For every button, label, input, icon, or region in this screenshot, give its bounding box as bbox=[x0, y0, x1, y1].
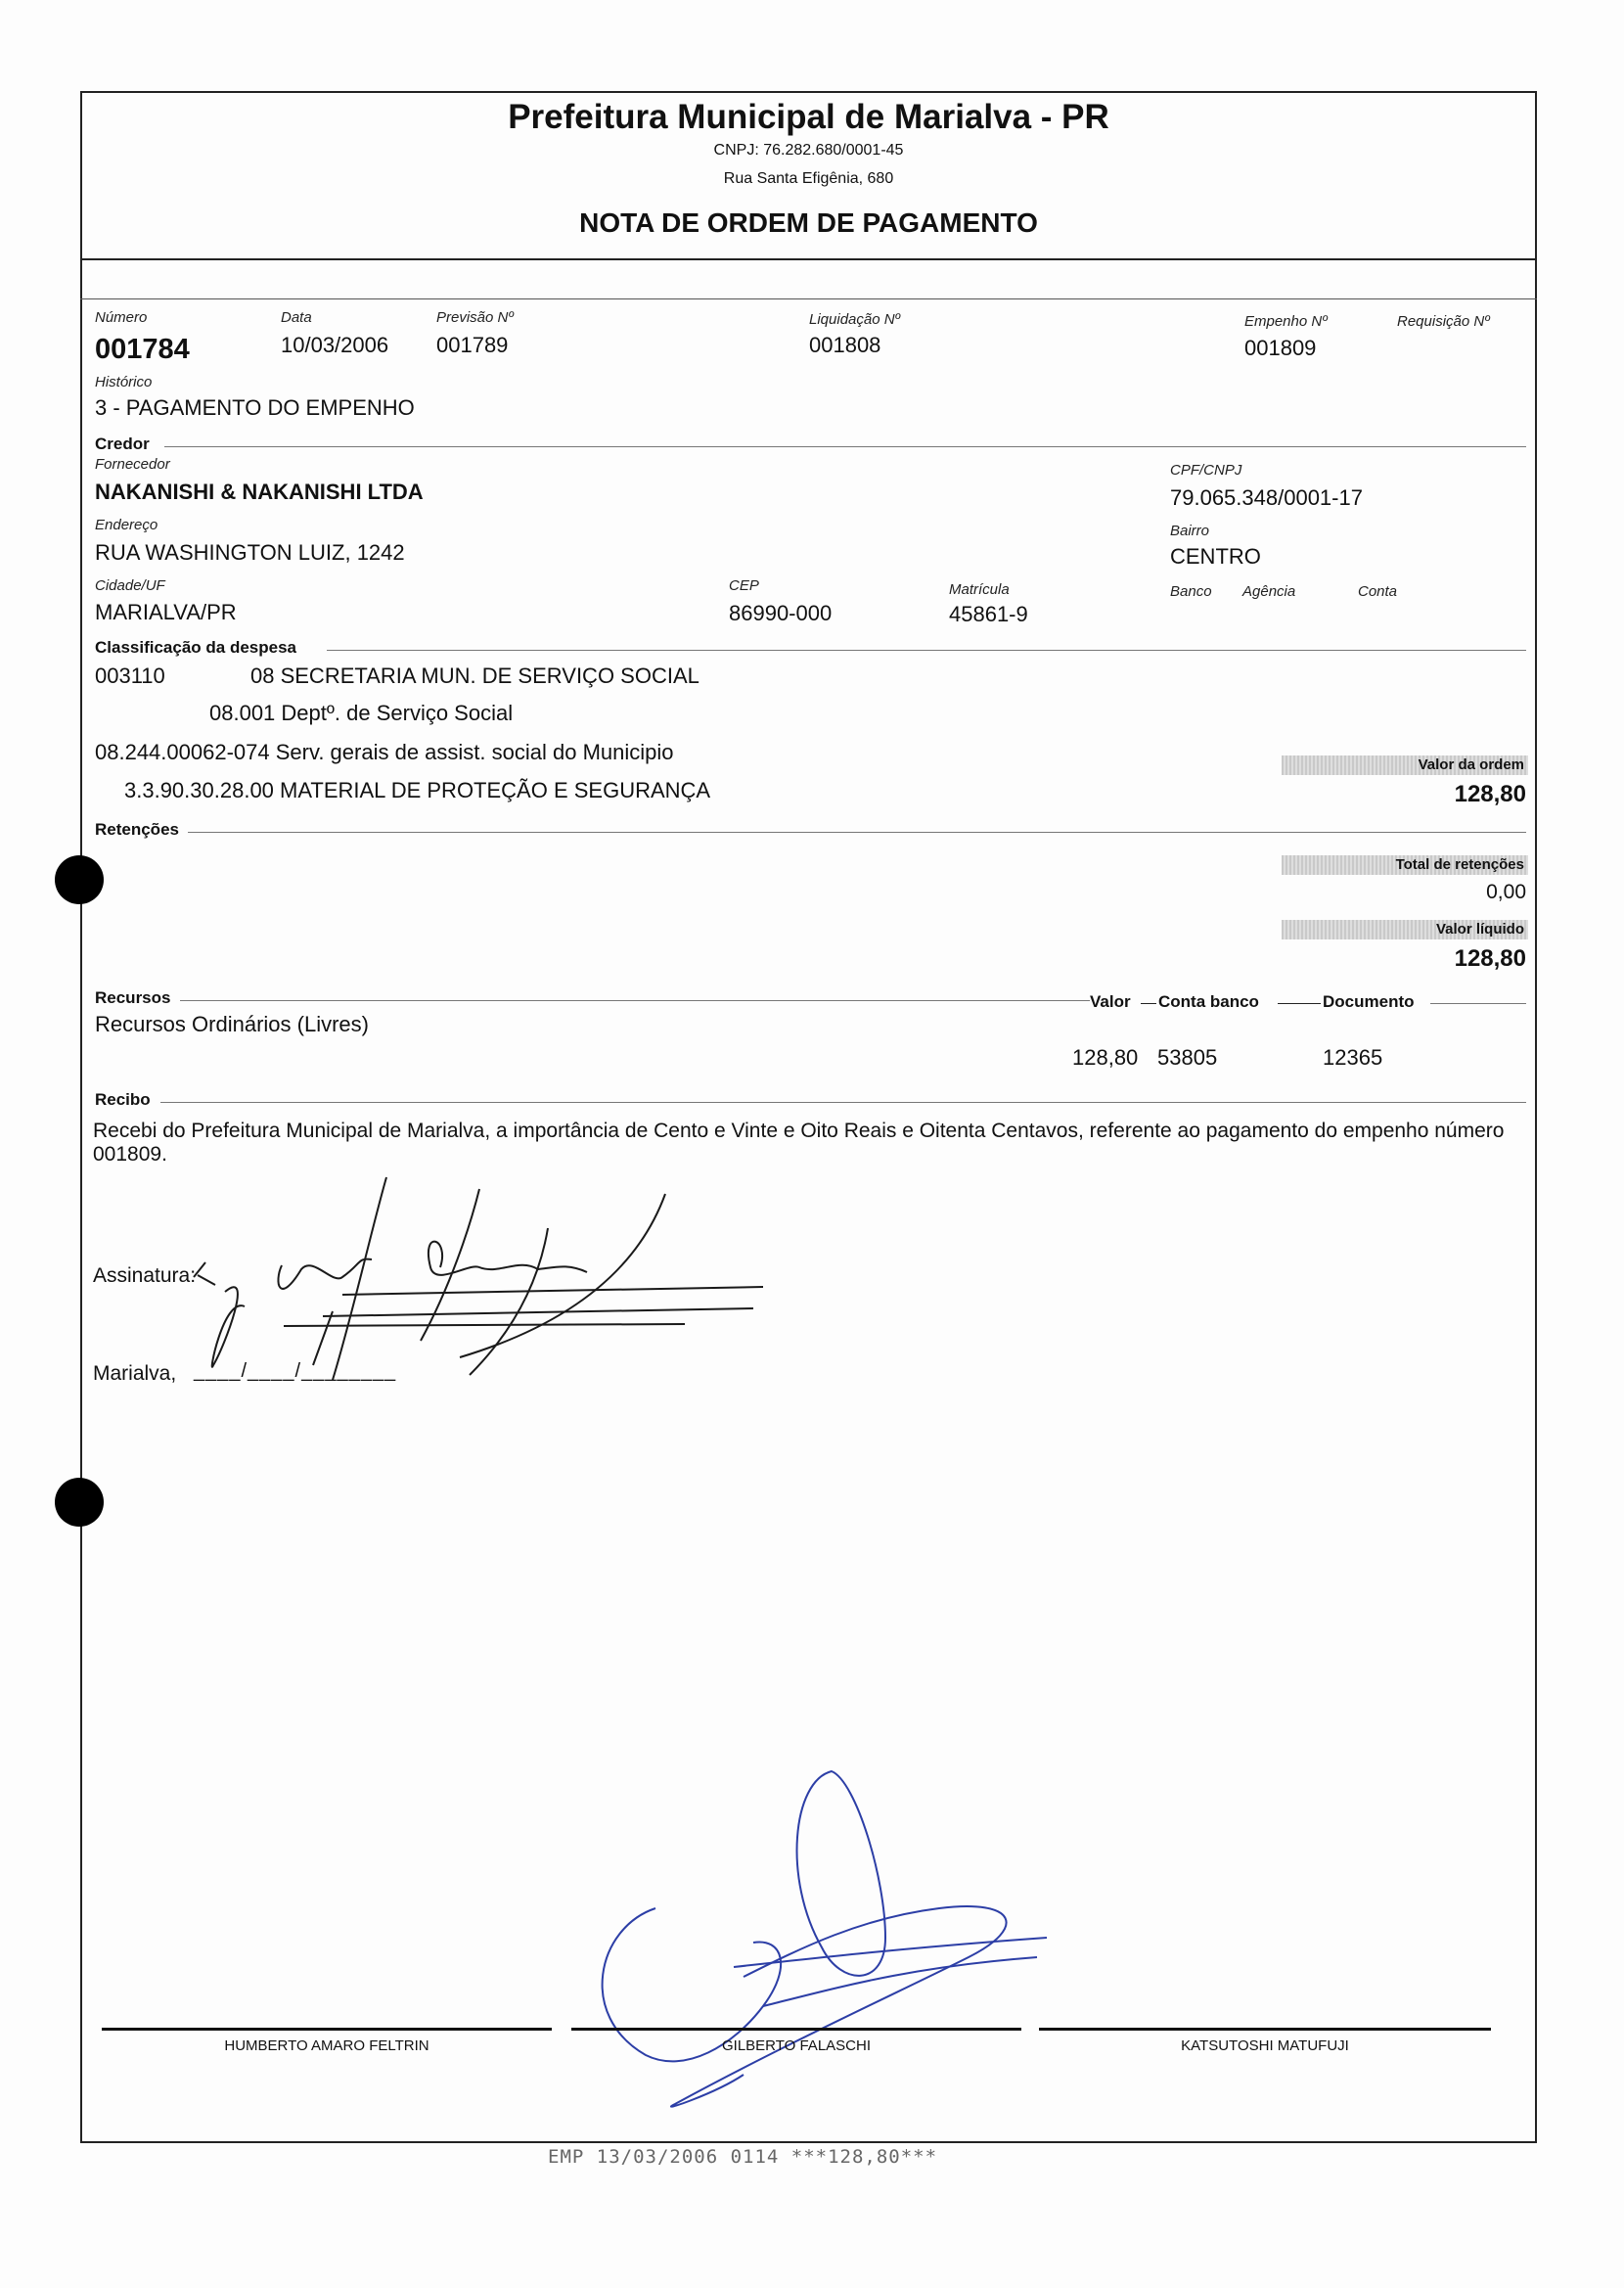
cidade-value: MARIALVA/PR bbox=[95, 600, 237, 624]
punch-hole-bottom bbox=[55, 1478, 104, 1527]
signatory-1: HUMBERTO AMARO FELTRIN bbox=[224, 2037, 429, 2054]
classificacao-line-1: 08 SECRETARIA MUN. DE SERVIÇO SOCIAL bbox=[250, 664, 699, 688]
municipality-title: Prefeitura Municipal de Marialva - PR bbox=[508, 98, 1109, 136]
classificacao-rule bbox=[327, 650, 1526, 651]
cep-value: 86990-000 bbox=[729, 601, 833, 625]
punch-hole-top bbox=[55, 855, 104, 904]
data-value: 10/03/2006 bbox=[281, 333, 389, 357]
address-text: Rua Santa Efigênia, 680 bbox=[723, 170, 894, 187]
bairro-value: CENTRO bbox=[1170, 544, 1261, 569]
agencia-label: Agência bbox=[1242, 583, 1296, 600]
historico-value: 3 - PAGAMENTO DO EMPENHO bbox=[95, 395, 415, 420]
cpf-label: CPF/CNPJ bbox=[1170, 462, 1242, 479]
valor-liquido-label: Valor líquido bbox=[1435, 921, 1524, 938]
previsao-value: 001789 bbox=[436, 333, 509, 357]
signatory-3: KATSUTOSHI MATUFUJI bbox=[1181, 2037, 1349, 2054]
empenho-label: Empenho Nº bbox=[1244, 313, 1328, 330]
classificacao-line-3: 08.244.00062-074 Serv. gerais de assist. social do Municipio bbox=[95, 740, 674, 764]
historico-label: Histórico bbox=[95, 374, 153, 390]
previsao-label: Previsão Nº bbox=[436, 309, 514, 326]
valor-liquido-value: 128,80 bbox=[1454, 945, 1526, 972]
recibo-section-title: Recibo bbox=[95, 1090, 151, 1109]
numero-value: 001784 bbox=[95, 334, 190, 365]
valor-ordem-label: Valor da ordem bbox=[1418, 756, 1524, 773]
signature-line-1 bbox=[102, 2028, 552, 2031]
recursos-documento-header: Documento bbox=[1323, 992, 1415, 1011]
cep-label: CEP bbox=[729, 577, 759, 594]
liquidacao-label: Liquidação Nº bbox=[809, 311, 901, 328]
signature-line-3 bbox=[1039, 2028, 1491, 2031]
numero-label: Número bbox=[95, 309, 148, 326]
signature-line-2 bbox=[571, 2028, 1021, 2031]
cidade-label: Cidade/UF bbox=[95, 577, 165, 594]
recursos-section-title: Recursos bbox=[95, 988, 171, 1007]
liquidacao-value: 001808 bbox=[809, 333, 881, 357]
conta-label: Conta bbox=[1358, 583, 1398, 600]
data-label: Data bbox=[281, 309, 312, 326]
header-divider bbox=[80, 258, 1537, 260]
credor-rule bbox=[164, 446, 1526, 447]
fornecedor-label: Fornecedor bbox=[95, 456, 170, 473]
retencoes-section-title: Retenções bbox=[95, 820, 179, 839]
cpf-value: 79.065.348/0001-17 bbox=[1170, 485, 1363, 510]
empenho-value: 001809 bbox=[1244, 336, 1317, 360]
recursos-valor-header: Valor bbox=[1090, 992, 1131, 1011]
recibo-text: Recebi do Prefeitura Municipal de Marialva, a importância de Cento e Vinte e Oito Reais e Oitenta Centavos, referente ao pagamento do empenho número 001809. bbox=[93, 1120, 1505, 1166]
matricula-value: 45861-9 bbox=[949, 602, 1028, 626]
signatory-2: GILBERTO FALASCHI bbox=[722, 2037, 871, 2054]
bairro-label: Bairro bbox=[1170, 523, 1210, 539]
classificacao-code: 003110 bbox=[95, 664, 165, 688]
bank-stamp: EMP 13/03/2006 0114 ***128,80*** bbox=[548, 2146, 938, 2168]
recibo-signature bbox=[186, 1169, 773, 1395]
recursos-item: Recursos Ordinários (Livres) bbox=[95, 1012, 369, 1036]
date-blank: ____/____/________ bbox=[194, 1360, 397, 1382]
marialva-date-label: Marialva, bbox=[93, 1362, 177, 1385]
recursos-rule-end bbox=[1430, 1003, 1526, 1004]
recursos-rule bbox=[180, 1000, 1090, 1001]
recursos-sep-2 bbox=[1278, 1003, 1321, 1004]
total-retencoes-value: 0,00 bbox=[1486, 881, 1526, 903]
cnpj-text: CNPJ: 76.282.680/0001-45 bbox=[713, 142, 904, 159]
fornecedor-value: NAKANISHI & NAKANISHI LTDA bbox=[95, 480, 424, 504]
requisicao-label: Requisição Nº bbox=[1397, 313, 1490, 330]
assinatura-label: Assinatura: bbox=[93, 1264, 197, 1287]
classificacao-section-title: Classificação da despesa bbox=[95, 638, 297, 657]
recursos-documento: 12365 bbox=[1323, 1045, 1383, 1070]
total-retencoes-label: Total de retenções bbox=[1395, 856, 1524, 873]
blue-signature bbox=[587, 1762, 1076, 2133]
banco-label: Banco bbox=[1170, 583, 1212, 600]
classificacao-line-4: 3.3.90.30.28.00 MATERIAL DE PROTEÇÃO E SEGURANÇA bbox=[124, 778, 711, 802]
recursos-conta: 53805 bbox=[1157, 1045, 1218, 1070]
classificacao-line-2: 08.001 Deptº. de Serviço Social bbox=[209, 701, 514, 725]
recursos-conta-header: Conta banco bbox=[1158, 992, 1259, 1011]
endereco-label: Endereço bbox=[95, 517, 158, 533]
matricula-label: Matrícula bbox=[949, 581, 1010, 598]
valor-ordem-value: 128,80 bbox=[1454, 781, 1526, 807]
retencoes-rule bbox=[188, 832, 1526, 833]
recursos-valor: 128,80 bbox=[1072, 1045, 1139, 1070]
document-title: NOTA DE ORDEM DE PAGAMENTO bbox=[579, 207, 1038, 238]
header-divider-2 bbox=[80, 298, 1537, 299]
recibo-rule bbox=[160, 1102, 1526, 1103]
endereco-value: RUA WASHINGTON LUIZ, 1242 bbox=[95, 540, 405, 565]
recursos-sep-1 bbox=[1141, 1003, 1156, 1004]
credor-section-title: Credor bbox=[95, 435, 150, 453]
